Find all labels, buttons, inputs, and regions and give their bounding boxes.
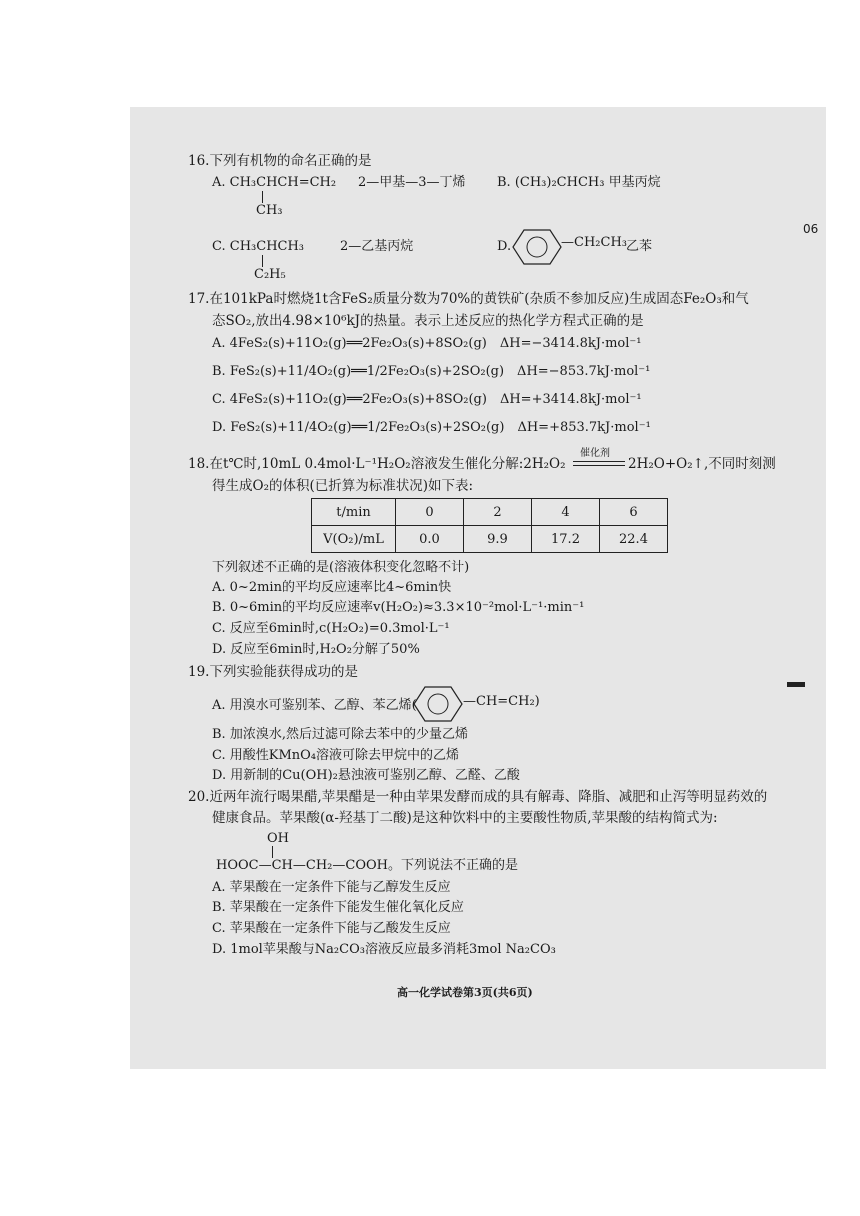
q18-stem-part1: 18.在t℃时,10mL 0.4mol·L⁻¹H₂O₂溶液发生催化分解:2H₂O₂ bbox=[188, 456, 566, 472]
q16-option-a-name: 2—甲基—3—丁烯 bbox=[358, 175, 466, 190]
table-cell: 22.4 bbox=[600, 526, 668, 553]
q19-option-d: D. 用新制的Cu(OH)₂悬浊液可鉴别乙醇、乙醛、乙酸 bbox=[212, 768, 520, 783]
q20-oh-bond bbox=[272, 846, 273, 858]
q18-arrow-line-top bbox=[573, 461, 625, 462]
q19-stem: 19.下列实验能获得成功的是 bbox=[188, 664, 358, 680]
q18-option-d: D. 反应至6min时,H₂O₂分解了50% bbox=[212, 642, 420, 657]
q20-option-a: A. 苹果酸在一定条件下能与乙醇发生反应 bbox=[212, 880, 451, 895]
table-cell: 9.9 bbox=[464, 526, 532, 553]
q17-stem-line1: 17.在101kPa时燃烧1t含FeS₂质量分数为70%的黄铁矿(杂质不参加反应)生成固态Fe₂O₃和气 bbox=[188, 291, 749, 307]
q16-option-a-branch: CH₃ bbox=[256, 203, 283, 218]
table-header-time: t/min bbox=[312, 499, 396, 526]
q18-catalyst-label: 催化剂 bbox=[580, 448, 610, 459]
q18-data-table bbox=[311, 498, 668, 553]
table-cell: 17.2 bbox=[532, 526, 600, 553]
q17-stem-line2: 态SO₂,放出4.98×10⁶kJ的热量。表示上述反应的热化学方程式正确的是 bbox=[212, 313, 644, 329]
q17-option-a: A. 4FeS₂(s)+11O₂(g)══2Fe₂O₃(s)+8SO₂(g) ΔH=−3414.8kJ·mol⁻¹ bbox=[212, 336, 642, 351]
q16-stem: 16.下列有机物的命名正确的是 bbox=[188, 153, 372, 169]
q19-option-a-text: A. 用溴水可鉴别苯、乙醇、苯乙烯( bbox=[212, 698, 417, 713]
q18-option-a: A. 0~2min的平均反应速率比4~6min快 bbox=[212, 580, 452, 595]
q16-option-a-formula: A. CH₃CHCH=CH₂ bbox=[212, 175, 337, 190]
table-cell: 6 bbox=[600, 499, 668, 526]
margin-mark bbox=[787, 682, 805, 687]
q20-option-d: D. 1mol苹果酸与Na₂CO₃溶液反应最多消耗3mol Na₂CO₃ bbox=[212, 942, 556, 957]
q18-option-c: C. 反应至6min时,c(H₂O₂)=0.3mol·L⁻¹ bbox=[212, 621, 450, 636]
page-edge-text: 06 bbox=[803, 222, 819, 236]
q19-option-b: B. 加浓溴水,然后过滤可除去苯中的少量乙烯 bbox=[212, 727, 468, 742]
table-row bbox=[312, 526, 668, 553]
table-row bbox=[312, 499, 668, 526]
q20-stem-line2: 健康食品。苹果酸(α-羟基丁二酸)是这种饮料中的主要酸性物质,苹果酸的结构简式为: bbox=[212, 810, 718, 826]
q20-option-c: C. 苹果酸在一定条件下能与乙酸发生反应 bbox=[212, 921, 451, 936]
q17-option-d: D. FeS₂(s)+11/4O₂(g)══1/2Fe₂O₃(s)+2SO₂(g) ΔH=+853.7kJ·mol⁻¹ bbox=[212, 420, 651, 435]
q16-option-d-label: D. bbox=[497, 239, 512, 254]
q16-option-d-substituent: —CH₂CH₃ bbox=[561, 235, 627, 250]
table-cell: 0 bbox=[396, 499, 464, 526]
q16-a-bond bbox=[262, 191, 263, 203]
q17-option-b: B. FeS₂(s)+11/4O₂(g)══1/2Fe₂O₃(s)+2SO₂(g) ΔH=−853.7kJ·mol⁻¹ bbox=[212, 364, 651, 379]
table-header-volume: V(O₂)/mL bbox=[312, 526, 396, 553]
q16-c-bond bbox=[262, 255, 263, 267]
q20-oh-label: OH bbox=[267, 831, 289, 846]
benzene-ring-icon bbox=[413, 684, 465, 724]
q17-option-c: C. 4FeS₂(s)+11O₂(g)══2Fe₂O₃(s)+8SO₂(g) ΔH=+3414.8kJ·mol⁻¹ bbox=[212, 392, 642, 407]
q16-option-c-formula: C. CH₃CHCH₃ bbox=[212, 239, 305, 254]
q20-option-b: B. 苹果酸在一定条件下能发生催化氧化反应 bbox=[212, 900, 464, 915]
q20-stem-line1: 20.近两年流行喝果醋,苹果醋是一种由苹果发酵而成的具有解毒、降脂、减肥和止泻等明显药效的 bbox=[188, 789, 768, 805]
page-footer: 高一化学试卷第3页(共6页) bbox=[397, 986, 533, 999]
q16-option-b: B. (CH₃)₂CHCH₃ 甲基丙烷 bbox=[497, 175, 661, 190]
q16-option-c-name: 2—乙基丙烷 bbox=[340, 239, 414, 254]
q18-stem-line2: 得生成O₂的体积(已折算为标准状况)如下表: bbox=[212, 478, 474, 494]
q18-option-b: B. 0~6min的平均反应速率v(H₂O₂)≈3.3×10⁻²mol·L⁻¹·min⁻¹ bbox=[212, 600, 585, 615]
q18-sub-stem: 下列叙述不正确的是(溶液体积变化忽略不计) bbox=[212, 560, 470, 575]
table-cell: 2 bbox=[464, 499, 532, 526]
q16-option-c-branch: C₂H₅ bbox=[254, 267, 286, 282]
q19-option-c: C. 用酸性KMnO₄溶液可除去甲烷中的乙烯 bbox=[212, 748, 460, 763]
table-cell: 0.0 bbox=[396, 526, 464, 553]
q16-option-d-name: 乙苯 bbox=[626, 239, 653, 254]
benzene-ring-icon bbox=[512, 227, 562, 267]
q18-arrow-line-bottom bbox=[573, 465, 625, 466]
table-cell: 4 bbox=[532, 499, 600, 526]
q18-stem-part2: 2H₂O+O₂↑,不同时刻测 bbox=[628, 456, 776, 472]
q19-option-a-substituent: —CH=CH₂) bbox=[463, 694, 540, 709]
q20-structure: HOOC—CH—CH₂—COOH。下列说法不正确的是 bbox=[216, 858, 518, 873]
